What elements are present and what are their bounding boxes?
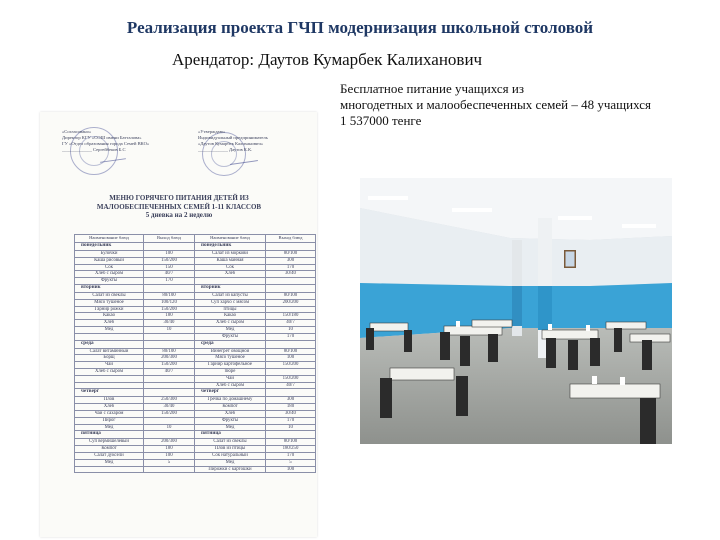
portion: 170 [266,264,316,271]
info-block [340,81,700,129]
day-label: понедельник [195,243,266,251]
table-row [75,251,316,258]
dish-name: Гарнир рожки [75,306,144,313]
dish-name: птицы [195,306,266,313]
menu-title-line: МАЛООБЕСПЕЧЕННЫХ СЕМЕЙ 1-11 КЛАССОВ [96,202,262,211]
dish-name: пюре [195,368,266,375]
table-row [75,375,316,382]
table-row [75,397,316,404]
portion: 30/40 [266,271,316,278]
table-row [75,355,316,362]
table-row [75,452,316,459]
dish-name: Чай [75,362,144,369]
portion: 200/200 [266,299,316,306]
portion: 10 [144,424,195,431]
day-row [75,340,316,348]
portion: 100 [266,355,316,362]
portion: 40/7 [144,271,195,278]
info-line: 1 537000 тенге [340,113,422,128]
dish-name: Мед [195,326,266,333]
pillar [538,286,552,330]
column-header: Выход блюд [144,235,195,243]
table-row [75,313,316,320]
approval-line: «Даутов Кумарбек Калиханович» [198,141,264,146]
portion: 10 [266,424,316,431]
portion: 150/180 [266,313,316,320]
day-label: пятница [195,431,266,439]
portion: 10 [266,326,316,333]
dish-name: Пирожки с картошки [195,466,266,473]
dish-name: Фрукты [195,333,266,340]
portion: 40/7 [144,368,195,375]
day-label: четверг [75,389,144,397]
portion: 80/100 [144,348,195,355]
dish-name: Мед [195,424,266,431]
portion: 250/300 [144,397,195,404]
portion: 40/7 [266,382,316,389]
day-label: пятница [75,431,144,439]
portion: 300 [266,397,316,404]
day-label: вторник [75,284,144,292]
dish-name [75,466,144,473]
table-row [75,417,316,424]
approval-line: «Утверждаю» [198,129,226,134]
cell [266,431,316,439]
dish-name: Хлеб с сыром [75,368,144,375]
portion: 100/120 [144,299,195,306]
portion: 80/100 [266,348,316,355]
approval-block-right [198,129,308,153]
dish-name: Каша рисовый [75,257,144,264]
dish-name: Сок [195,264,266,271]
portion [144,375,195,382]
table-row [75,446,316,453]
dish-name: Хлеб [195,271,266,278]
day-label: вторник [195,284,266,292]
portion: 150/200 [144,410,195,417]
dish-name: Салат из моркови [195,251,266,258]
table-row [75,368,316,375]
day-label: понедельник [75,243,144,251]
dish-name: Каша манная [195,257,266,264]
dish-name: Сок [75,264,144,271]
portion: 300 [266,257,316,264]
dish-name: Суп вермишелевый [75,439,144,446]
dish-name: Пирог [75,417,144,424]
portion [144,417,195,424]
ceiling-lamp [558,216,592,220]
dish-name: Фрукты [195,417,266,424]
portion: 100 [266,466,316,473]
column-header: Наименование блюд [195,235,266,243]
approval-line: «Согласовано» [62,129,92,134]
portion: 170 [266,452,316,459]
table-row [75,459,316,466]
table-row [75,466,316,473]
portion: 150/200 [144,306,195,313]
table-row [75,424,316,431]
day-row [75,431,316,439]
portion: 180 [144,313,195,320]
dish-name [75,382,144,389]
portion [266,306,316,313]
dish-name [75,375,144,382]
cell [144,431,195,439]
portion: 80/100 [266,292,316,299]
portion: 170 [266,333,316,340]
column-header: Наименование блюд [75,235,144,243]
dish-name: Винегрет овощной [195,348,266,355]
dish-name: Компот [195,404,266,411]
header-row [75,235,316,243]
table-row [75,348,316,355]
portion: 170 [266,417,316,424]
dish-name: Чай с сахаром [75,410,144,417]
day-label: четверг [195,389,266,397]
dish-name: Плов [75,397,144,404]
dish-name: Гарнир картофельное [195,362,266,369]
portion: 5 [144,459,195,466]
column-header: Выход блюд [266,235,316,243]
cell [266,284,316,292]
cell [266,243,316,251]
day-label: среда [195,340,266,348]
portion [266,278,316,285]
portion: 30/40 [144,404,195,411]
dish-name: Салат из капусты [195,292,266,299]
portion: 30/40 [144,320,195,327]
approval-line: _____________ Даутов К.К. [198,147,253,152]
dish-name: Мед [75,424,144,431]
dish-name: Суп харчо с мясом [195,299,266,306]
table-row [75,299,316,306]
portion: 180/250 [266,446,316,453]
portion: 80/100 [266,251,316,258]
table-row [75,271,316,278]
portion: 150/200 [144,362,195,369]
approval-line: _____________ Сергейбеков Б.С [62,147,126,152]
dish-name [195,278,266,285]
dish-name: Хлеб с сыром [195,320,266,327]
portion: 200/300 [144,439,195,446]
cell [266,340,316,348]
ceiling-lamp [368,196,408,200]
portion: 170 [144,278,195,285]
portion: 150/200 [266,375,316,382]
menu-title [54,194,304,220]
dish-name: Фрукты [75,278,144,285]
menu-table [74,234,316,473]
dish-name: Хлеб с сыром [195,382,266,389]
dish-name: Мед [75,326,144,333]
info-line: Бесплатное питание учащихся из [340,81,524,96]
portion [144,333,195,340]
dish-name: Салат витаминный [75,348,144,355]
portion: 200/300 [144,355,195,362]
dish-name: Мед [75,459,144,466]
portion: 100 [144,251,195,258]
table-row [75,306,316,313]
portion: 80/100 [266,439,316,446]
pillar [512,286,522,326]
dish-name: Салат дуксели [75,452,144,459]
cell [144,389,195,397]
dish-name: Хлеб с сыром [75,271,144,278]
portion [266,368,316,375]
dish-name: Компот [75,446,144,453]
scanned-menu-document [40,112,317,537]
approval-line: ГУ «Отдел образования города Семей ВКО» [62,141,150,146]
dish-name: Хлеб [195,410,266,417]
portion: 30/40 [266,410,316,417]
table-row [75,257,316,264]
table-row [75,362,316,369]
portion: 150 [144,264,195,271]
portion: 10 [144,326,195,333]
page-title: Реализация проекта ГЧП модернизация школьной столовой [126,18,594,37]
dish-name: Хлеб [75,404,144,411]
table-row [75,410,316,417]
info-line: многодетных и малообеспеченных семей – 48 учащихся [340,97,652,112]
wall-picture [566,252,575,267]
table-row [75,382,316,389]
dish-name: Мясо тушеное [195,355,266,362]
cell [144,340,195,348]
dish-name: Хлеб [75,320,144,327]
cell [144,243,195,251]
day-label: среда [75,340,144,348]
ceiling-lamp [622,224,656,228]
dish-name: Булочки [75,251,144,258]
menu-title-line: 5 дневка на 2 неделю [145,211,213,219]
tenant-line: Арендатор: Даутов Кумарбек Калиханович [172,50,483,69]
dish-name: Плов из птицы [195,446,266,453]
table-row [75,278,316,285]
dish-name: Чай [195,375,266,382]
dish-name: Какао [75,313,144,320]
dish-name: Борщ [75,355,144,362]
table-row [75,320,316,327]
dish-name: Салат из свеклы [75,292,144,299]
dish-name: Сок натуральный [195,452,266,459]
approval-block-left [62,129,172,153]
portion: 5 [266,459,316,466]
table-row [75,326,316,333]
cell [266,389,316,397]
portion: 150/200 [266,362,316,369]
portion: 180 [266,404,316,411]
ceiling-lamp [452,208,492,212]
portion: 80/100 [144,292,195,299]
approval-line: Индивидуальный предприниматель [198,135,268,140]
portion: 180 [144,446,195,453]
portion [144,382,195,389]
dish-name: Какао [195,313,266,320]
cell [144,284,195,292]
table-row [75,404,316,411]
portion: 40/7 [266,320,316,327]
portion: 100 [144,452,195,459]
dish-name: Мед [195,459,266,466]
day-row [75,389,316,397]
approval-line: Директор КГУ «СОШ имени Батталова» [62,135,142,140]
canteen-photo [360,178,672,444]
menu-title-line: МЕНЮ ГОРЯЧЕГО ПИТАНИЯ ДЕТЕЙ ИЗ [109,194,249,202]
dish-name [75,333,144,340]
table-row [75,333,316,340]
table-row [75,439,316,446]
dish-name: Салат из свеклы [195,439,266,446]
dish-name: Гречка по домашнему [195,397,266,404]
portion: 150/200 [144,257,195,264]
dish-name: Мясо тушеное [75,299,144,306]
table-row [75,292,316,299]
day-row [75,243,316,251]
table-row [75,264,316,271]
day-row [75,284,316,292]
portion [144,466,195,473]
